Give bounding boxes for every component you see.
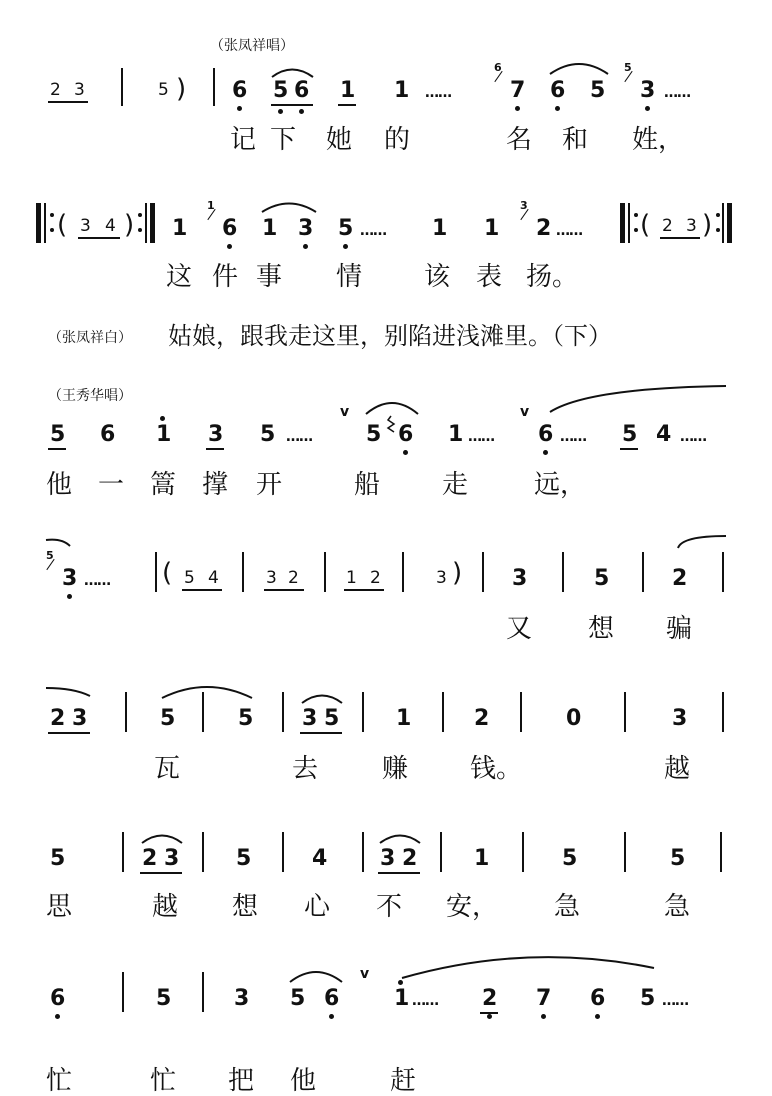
note: 5 (160, 706, 176, 731)
lyric: 情 (336, 262, 363, 292)
ellipsis: …… (560, 429, 586, 445)
trill-mark (386, 414, 396, 436)
low-octave-dot (303, 244, 308, 249)
repeat-dot (138, 228, 142, 232)
lyric: 一 (98, 470, 125, 500)
barline (362, 692, 364, 732)
breath-mark: v (520, 404, 530, 420)
underline (300, 732, 342, 734)
slur (400, 950, 656, 980)
barline (440, 832, 442, 872)
lyric: 篙 (150, 470, 177, 500)
breath-mark: v (360, 966, 370, 982)
ellipsis: …… (556, 223, 582, 239)
note: 6 (294, 78, 310, 103)
paren: ( (162, 558, 173, 588)
lyric: 下 (270, 125, 297, 155)
low-octave-dot (299, 109, 304, 114)
low-octave-dot (343, 244, 348, 249)
note: 4 (656, 422, 672, 447)
lyric: 表 (476, 262, 503, 292)
underline (480, 1012, 498, 1014)
note: 3 (62, 566, 78, 591)
paren: ( (57, 210, 68, 240)
barline (155, 552, 157, 592)
barline (213, 68, 215, 106)
paren: ) (702, 210, 713, 240)
low-octave-dot (55, 1014, 60, 1019)
lyric: 急 (554, 892, 581, 922)
lyric: 件 (212, 262, 239, 292)
lyric: 走 (442, 470, 469, 500)
low-octave-dot (67, 594, 72, 599)
slur (288, 966, 344, 984)
barline (442, 692, 444, 732)
lyric: 把 (228, 1066, 255, 1096)
note: 5 (158, 80, 169, 100)
note: 5 (366, 422, 382, 447)
lyric: 他 (46, 470, 73, 500)
note: 1 (340, 78, 356, 103)
note: 5 (290, 986, 306, 1011)
slur (548, 58, 610, 76)
barline (522, 832, 524, 872)
note: 3 (640, 78, 656, 103)
low-octave-dot (515, 106, 520, 111)
paren: ) (176, 74, 187, 104)
barline (722, 203, 724, 243)
lyric: 瓦 (154, 754, 181, 784)
note: 2 (536, 216, 552, 241)
note: 1 (448, 422, 464, 447)
note: 6 (100, 422, 116, 447)
note: 5 (324, 706, 340, 731)
barline (145, 203, 147, 243)
lyric: 的 (384, 125, 411, 155)
underline (78, 237, 120, 239)
speech-caption: （张凤祥白） (48, 330, 132, 346)
note: 6 (222, 216, 238, 241)
grace-note: 6 (494, 61, 502, 74)
high-octave-dot (398, 980, 403, 985)
lyric: 思 (46, 892, 73, 922)
underline (206, 448, 224, 450)
lyric: 扬。 (526, 262, 579, 292)
note: 5 (260, 422, 276, 447)
underline (660, 237, 700, 239)
barline (122, 972, 124, 1012)
note: 1 (262, 216, 278, 241)
lyric: 忙 (150, 1066, 177, 1096)
note: 6 (50, 986, 66, 1011)
lyric: 该 (424, 262, 451, 292)
low-octave-dot (329, 1014, 334, 1019)
repeat-dot (50, 228, 54, 232)
note: 5 (670, 846, 686, 871)
note: 1 (432, 216, 448, 241)
repeat-barline (727, 203, 732, 243)
note: 1 (346, 568, 357, 588)
note: 5 (273, 78, 289, 103)
breath-mark: v (340, 404, 350, 420)
barline (562, 552, 564, 592)
note: 5 (640, 986, 656, 1011)
note: 2 (142, 846, 158, 871)
barline (282, 832, 284, 872)
lyric: 想 (588, 614, 615, 644)
lyric: 名 (506, 125, 533, 155)
underline (48, 101, 88, 103)
low-octave-dot (541, 1014, 546, 1019)
paren: ) (452, 558, 463, 588)
lyric: 心 (304, 892, 331, 922)
underline (264, 589, 304, 591)
lyric: 和 (562, 125, 589, 155)
note: 1 (396, 706, 412, 731)
note: 4 (312, 846, 328, 871)
ellipsis: …… (286, 429, 312, 445)
barline (722, 692, 724, 732)
note: 3 (266, 568, 277, 588)
lyric: 不 (376, 892, 403, 922)
repeat-dot (138, 213, 142, 217)
slur (378, 830, 422, 844)
lyric: 远， (534, 470, 587, 500)
lyric: 赚 (382, 754, 409, 784)
underline (344, 589, 384, 591)
note: 1 (484, 216, 500, 241)
lyric: 又 (506, 614, 533, 644)
note: 6 (398, 422, 414, 447)
repeat-barline (36, 203, 41, 243)
note: 2 (482, 986, 498, 1011)
lyric: 记 (230, 125, 257, 155)
repeat-barline (620, 203, 625, 243)
ellipsis: …… (664, 85, 690, 101)
slur (364, 396, 420, 416)
note: 3 (672, 706, 688, 731)
note: 4 (105, 216, 116, 236)
lyric: 骗 (666, 614, 693, 644)
barline (482, 552, 484, 592)
slur (140, 830, 184, 844)
repeat-dot (716, 228, 720, 232)
ellipsis: …… (662, 993, 688, 1009)
underline (140, 872, 182, 874)
paren: ) (124, 210, 135, 240)
spoken-text: 姑娘，跟我走这里，别陷进浅滩里。（下） (168, 322, 612, 350)
lyric: 越 (664, 754, 691, 784)
note: 2 (370, 568, 381, 588)
grace-note: 5 (624, 61, 632, 74)
low-octave-dot (403, 450, 408, 455)
low-octave-dot (543, 450, 548, 455)
note: 6 (324, 986, 340, 1011)
note: 2 (662, 216, 673, 236)
barline (44, 203, 46, 243)
barline (122, 832, 124, 872)
ellipsis: …… (468, 429, 494, 445)
tie-line (676, 534, 728, 550)
note: 5 (156, 986, 172, 1011)
note: 2 (672, 566, 688, 591)
repeat-dot (50, 213, 54, 217)
underline (182, 589, 222, 591)
note: 3 (512, 566, 528, 591)
low-octave-dot (278, 109, 283, 114)
note: 5 (184, 568, 195, 588)
underline (620, 448, 638, 450)
note: 7 (510, 78, 526, 103)
note: 1 (474, 846, 490, 871)
low-octave-dot (487, 1014, 492, 1019)
barline (324, 552, 326, 592)
singer-caption: （王秀华唱） (48, 388, 132, 404)
barline (121, 68, 123, 106)
barline (520, 692, 522, 732)
note: 5 (50, 422, 66, 447)
note: 3 (302, 706, 318, 731)
lyric: 撑 (202, 470, 229, 500)
note: 3 (208, 422, 224, 447)
lyric: 越 (152, 892, 179, 922)
note: 5 (236, 846, 252, 871)
barline (628, 203, 630, 243)
note: 5 (590, 78, 606, 103)
barline (242, 552, 244, 592)
low-octave-dot (595, 1014, 600, 1019)
underline (48, 448, 66, 450)
note: 1 (156, 422, 172, 447)
barline (202, 832, 204, 872)
ellipsis: …… (412, 993, 438, 1009)
tie-line (548, 384, 728, 414)
underline (48, 732, 90, 734)
note: 1 (394, 78, 410, 103)
lyric: 这 (166, 262, 193, 292)
lyric: 船 (354, 470, 381, 500)
note: 5 (562, 846, 578, 871)
repeat-barline (150, 203, 155, 243)
note: 2 (50, 80, 61, 100)
lyric: 她 (326, 125, 353, 155)
low-octave-dot (555, 106, 560, 111)
lyric: 事 (256, 262, 283, 292)
note: 4 (208, 568, 219, 588)
lyric: 忙 (46, 1066, 73, 1096)
lyric: 姓， (632, 125, 685, 155)
underline (338, 104, 356, 106)
note: 7 (536, 986, 552, 1011)
lyric: 开 (256, 470, 283, 500)
note: 3 (298, 216, 314, 241)
barline (722, 552, 724, 592)
barline (125, 692, 127, 732)
lyric: 想 (232, 892, 259, 922)
grace-note: 1 (207, 199, 215, 212)
slur (260, 198, 318, 214)
low-octave-dot (237, 106, 242, 111)
low-octave-dot (227, 244, 232, 249)
note: 5 (50, 846, 66, 871)
lyric: 钱。 (470, 754, 523, 784)
note: 3 (164, 846, 180, 871)
slur (270, 64, 315, 78)
slur (160, 680, 254, 700)
ellipsis: …… (360, 223, 386, 239)
note: 5 (594, 566, 610, 591)
barline (202, 972, 204, 1012)
barline (624, 832, 626, 872)
ellipsis: …… (680, 429, 706, 445)
note: 3 (686, 216, 697, 236)
tie-end (44, 536, 74, 548)
lyric: 他 (290, 1066, 317, 1096)
slur (300, 690, 344, 704)
note: 2 (288, 568, 299, 588)
lyric: 急 (664, 892, 691, 922)
barline (282, 692, 284, 732)
note: 1 (172, 216, 188, 241)
note: 6 (550, 78, 566, 103)
barline (720, 832, 722, 872)
note: 3 (234, 986, 250, 1011)
low-octave-dot (645, 106, 650, 111)
lyric: 去 (292, 754, 319, 784)
repeat-dot (634, 228, 638, 232)
note: 3 (80, 216, 91, 236)
tie-end (44, 686, 94, 698)
note: 0 (566, 706, 582, 731)
lyric: 安， (446, 892, 499, 922)
note: 3 (436, 568, 447, 588)
note: 1 (394, 986, 410, 1011)
note: 3 (380, 846, 396, 871)
note: 3 (72, 706, 88, 731)
note: 5 (238, 706, 254, 731)
note: 3 (74, 80, 85, 100)
underline (378, 872, 420, 874)
note: 5 (338, 216, 354, 241)
note: 6 (232, 78, 248, 103)
high-octave-dot (160, 416, 165, 421)
note: 6 (538, 422, 554, 447)
barline (624, 692, 626, 732)
singer-caption: （张凤祥唱） (210, 38, 294, 54)
underline (271, 104, 313, 106)
ellipsis: …… (84, 573, 110, 589)
repeat-dot (634, 213, 638, 217)
note: 6 (590, 986, 606, 1011)
grace-note: 5 (46, 549, 54, 562)
paren: ( (640, 210, 651, 240)
barline (362, 832, 364, 872)
note: 2 (50, 706, 66, 731)
note: 2 (474, 706, 490, 731)
grace-note: 3 (520, 199, 528, 212)
note: 2 (402, 846, 418, 871)
lyric: 赶 (390, 1066, 417, 1096)
ellipsis: …… (425, 85, 451, 101)
note: 5 (622, 422, 638, 447)
barline (642, 552, 644, 592)
repeat-dot (716, 213, 720, 217)
barline (402, 552, 404, 592)
